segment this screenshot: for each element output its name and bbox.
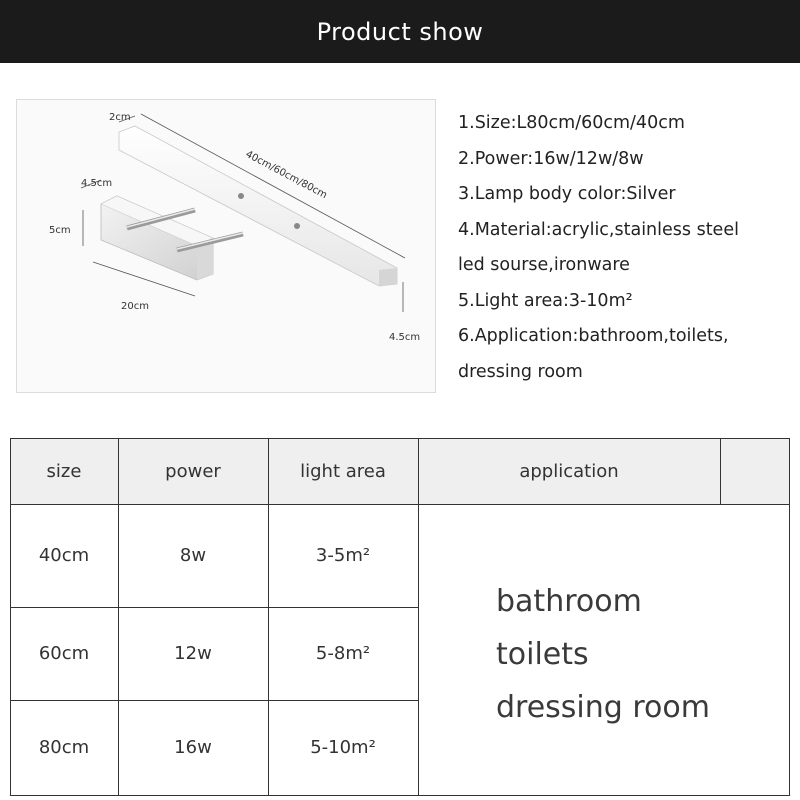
cell-size-2: 80cm bbox=[38, 737, 90, 758]
cell-size-1: 60cm bbox=[38, 643, 90, 664]
col-header-power: power bbox=[165, 460, 221, 482]
dim-length: 40cm/60cm/80cm bbox=[243, 148, 329, 202]
spec-application-cont: dressing room bbox=[458, 361, 583, 382]
application-dressing-room: dressing room bbox=[496, 690, 710, 725]
spec-list bbox=[458, 106, 798, 390]
grid-line bbox=[268, 438, 269, 796]
cell-light-1: 5-8m² bbox=[315, 643, 371, 664]
cell-power-1: 12w bbox=[174, 643, 212, 664]
spec-material-cont: led sourse,ironware bbox=[458, 255, 630, 275]
application-toilets: toilets bbox=[496, 637, 589, 672]
col-header-light-area: light area bbox=[300, 460, 386, 482]
col-header-application: application bbox=[519, 460, 619, 482]
cell-size-0: 40cm bbox=[38, 545, 90, 566]
dim-base-length: 20cm bbox=[121, 301, 149, 312]
grid-line bbox=[418, 438, 419, 796]
dim-base-height: 5cm bbox=[49, 225, 71, 236]
application-bathroom: bathroom bbox=[496, 584, 642, 619]
grid-line bbox=[789, 438, 790, 796]
dim-top-width: 2cm bbox=[109, 112, 131, 123]
grid-line bbox=[10, 700, 418, 701]
lamp-drawing bbox=[17, 100, 437, 394]
dim-bar-height: 4.5cm bbox=[389, 332, 421, 343]
spec-color: 3.Lamp body color:Silver bbox=[458, 184, 676, 204]
spec-material: 4.Material:acrylic,stainless steel bbox=[458, 219, 739, 240]
cell-power-0: 8w bbox=[179, 545, 207, 566]
cell-light-2: 5-10m² bbox=[310, 737, 376, 758]
grid-line bbox=[10, 438, 790, 439]
dim-base-depth: 4.5cm bbox=[81, 178, 113, 189]
spec-application: 6.Application:bathroom,toilets, bbox=[458, 326, 729, 346]
col-header-size: size bbox=[46, 460, 82, 482]
grid-line bbox=[720, 438, 721, 504]
cell-light-0: 3-5m² bbox=[315, 545, 371, 566]
grid-line bbox=[118, 438, 119, 796]
product-diagram bbox=[16, 99, 436, 393]
grid-line bbox=[10, 504, 790, 505]
grid-line bbox=[10, 795, 790, 796]
grid-line bbox=[10, 607, 418, 608]
spec-power: 2.Power:16w/12w/8w bbox=[458, 148, 644, 169]
spec-light-area: 5.Light area:3-10m² bbox=[458, 290, 633, 311]
header-bar bbox=[0, 0, 800, 63]
grid-line bbox=[10, 438, 11, 796]
spec-size: 1.Size:L80cm/60cm/40cm bbox=[458, 113, 685, 133]
cell-power-2: 16w bbox=[174, 737, 212, 758]
application-cell bbox=[496, 575, 710, 734]
page-title: Product show bbox=[316, 17, 484, 46]
